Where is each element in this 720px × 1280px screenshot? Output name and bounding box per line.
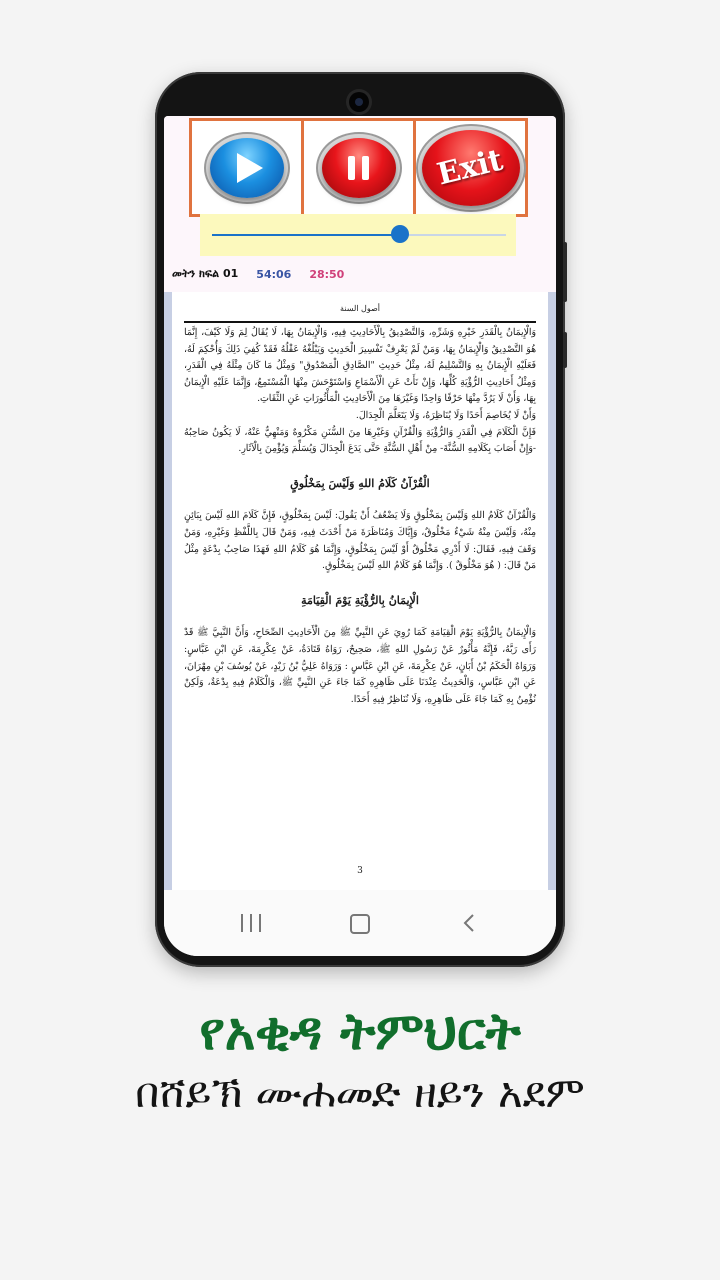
track-info xyxy=(172,264,552,284)
exit-button[interactable] xyxy=(416,121,525,214)
paragraph: وَالْقُرْآنُ كَلَامُ اللهِ وَلَيْسَ بِمَخْلُوقٍ وَلَا يَضْعُفُ أَنْ يَقُولَ: لَيْسَ بِمَخْلُوقٍ، فَإِنَّ كَلَامَ اللهِ لَيْسَ بِبَائِنٍ مِنْهُ، وَلَيْسَ مِنْهُ شَيْءٌ مَخْلُوقٌ، وَإِيَّاكَ وَمُنَاظَرَةَ مَنْ أَحْدَثَ فِيهِ، وَمَنْ قَالَ بِاللَّفْظِ وَغَيْرِهِ، وَمَنْ وَقَفَ فِيهِ، فَقَالَ: لَا أَدْرِي مَخْلُوقٌ أَوْ لَيْسَ بِمَخْلُوقٍ، وَإِنَّمَا هُوَ كَلَامُ اللهِ فَهَذَا صَاحِبُ بِدْعَةٍ مِثْلُ مَنْ قَالَ: ( هُوَ مَخْلُوقٌ ). وَإِنَّمَا هُوَ كَلَامُ اللهِ لَيْسَ بِمَخْلُوقٍ. xyxy=(184,510,536,572)
back-icon[interactable] xyxy=(460,913,480,933)
player-controls xyxy=(189,118,528,217)
document-page xyxy=(172,292,548,890)
exit-icon xyxy=(422,130,520,206)
paragraph: فَإِنَّ الْكَلَامَ فِي الْقَدَرِ وَالرُّؤْيَةِ وَالْقُرْآنِ وَغَيْرِهَا مِنَ السُّنَنِ مَكْرُوهٌ وَمَنْهِيٌّ عَنْهُ، لَا يَكُونُ صَاحِبُهُ -وَإِنْ أَصَابَ بِكَلَامِهِ السُّنَّةَ- مِنْ أَهْلِ السُّنَّةِ حَتَّى يَدَعَ الْجِدَالَ وَيُسَلِّمَ وَيُؤْمِنَ بِالْآثَارِ. xyxy=(184,426,536,455)
section-heading: الْإِيمَانُ بِالرُّؤْيَةِ يَوْمَ الْقِيَامَةِ xyxy=(301,593,419,607)
volume-button xyxy=(563,242,567,302)
time-elapsed: 54:06 xyxy=(256,267,292,281)
document-viewer[interactable] xyxy=(164,292,556,890)
front-camera xyxy=(349,92,369,112)
page-header: أصول السنة xyxy=(339,304,380,313)
pause-icon xyxy=(322,138,396,198)
phone-screen xyxy=(164,116,556,956)
exit-label: Exit xyxy=(434,142,507,193)
home-icon[interactable] xyxy=(350,914,370,934)
paragraph: وَالْإِيمَانُ بِالرُّؤْيَةِ يَوْمَ الْقِيَامَةِ كَمَا رُوِيَ عَنِ النَّبِيِّ ﷺ مِنَ الْأَحَادِيثِ الصِّحَاحِ، وَأَنَّ النَّبِيَّ ﷺ قَدْ رَأَى رَبَّهُ، فَإِنَّهُ مَأْثُورٌ عَنْ رَسُولِ اللهِ ﷺ، صَحِيحٌ، رَوَاهُ قَتَادَةُ، عَنْ عِكْرِمَةَ، عَنِ ابْنِ عَبَّاسٍ: وَرَوَاهُ الْحَكَمُ بْنُ أَبَانٍ، عَنْ عِكْرِمَةَ، عَنِ ابْنِ عَبَّاسٍ : وَرَوَاهُ عَلِيُّ بْنُ زَيْدٍ، عَنْ يُوسُفَ بْنِ مِهْرَانَ، عَنِ ابْنِ عَبَّاسٍ، وَالْحَدِيثُ عِنْدَنَا عَلَى ظَاهِرِهِ كَمَا جَاءَ عَنِ النَّبِيِّ ﷺ، وَالْكَلَامُ فِيهِ بِدْعَةٌ، وَلَكِنْ نُؤْمِنُ بِهِ كَمَا جَاءَ عَلَى ظَاهِرِهِ، وَلَا نُنَاظِرُ فِيهِ أَحَدًا. xyxy=(184,627,536,705)
play-icon xyxy=(210,138,284,198)
promo-title: የአቂዳ ትምህርት xyxy=(199,1002,521,1062)
paragraph: وَالْإِيمَانُ بِالْقَدَرِ خَيْرِهِ وَشَرِّهِ، وَالتَّصْدِيقُ بِالْأَحَادِيثِ فِيهِ، وَالْإِيمَانُ بِهَا، لَا يُقَالُ لِمَ وَلَا كَيْفَ، إِنَّمَا هُوَ التَّصْدِيقُ وَالْإِيمَانُ بِهَا، وَمَنْ لَمْ يَعْرِفْ تَفْسِيرَ الْحَدِيثِ وَيَبْلُغْهُ عَقْلُهُ فَقَدْ كُفِيَ ذَلِكَ وَأُحْكِمَ لَهُ، فَعَلَيْهِ الْإِيمَانُ بِهِ وَالتَّسْلِيمُ لَهُ، مِثْلُ حَدِيثِ "الصَّادِقِ الْمَصْدُوقِ" وَمِثْلُ مَا كَانَ مِثْلَهُ فِي الْقَدَرِ، وَمِثْلُ أَحَادِيثِ الرُّؤْيَةِ كُلِّهَا، وَإِنْ نَأَتْ عَنِ الْأَسْمَاعِ وَاسْتَوْحَشَ مِنْهَا الْمُسْتَمِعُ، وَإِنَّمَا عَلَيْهِ الْإِيمَانُ بِهَا، وَأَنْ لَا يَرُدَّ مِنْهَا حَرْفًا وَاحِدًا وَغَيْرَهَا مِنَ الْأَحَادِيثِ الْمَأْثُورَاتِ عَنِ الثِّقَاتِ. xyxy=(184,327,536,405)
seek-bar[interactable] xyxy=(212,234,506,236)
audio-player xyxy=(164,116,556,292)
power-button xyxy=(563,332,567,368)
play-button[interactable] xyxy=(192,121,304,214)
seek-bar-thumb[interactable] xyxy=(391,225,409,243)
phone-frame xyxy=(155,72,565,967)
seek-bar-progress xyxy=(212,234,400,236)
time-duration: 28:50 xyxy=(309,267,345,281)
recents-icon[interactable] xyxy=(241,914,261,932)
promo-subtitle: በሸይኽ ሙሐመድ ዘይን አደም xyxy=(135,1068,585,1117)
track-name: መትን ክፍል 01 xyxy=(172,267,239,280)
system-nav-bar xyxy=(164,890,556,956)
pause-button[interactable] xyxy=(304,121,416,214)
seek-bar-container xyxy=(200,214,516,256)
paragraph: وَأَنْ لَا يُخَاصِمَ أَحَدًا وَلَا يُنَاظِرَهُ، وَلَا يَتَعَلَّمَ الْجِدَالَ. xyxy=(355,409,536,421)
page-text xyxy=(172,323,548,708)
page-number: 3 xyxy=(357,866,363,876)
section-heading: الْقُرْآنُ كَلَامُ اللهِ وَلَيْسَ بِمَخْلُوقٍ xyxy=(290,476,430,490)
